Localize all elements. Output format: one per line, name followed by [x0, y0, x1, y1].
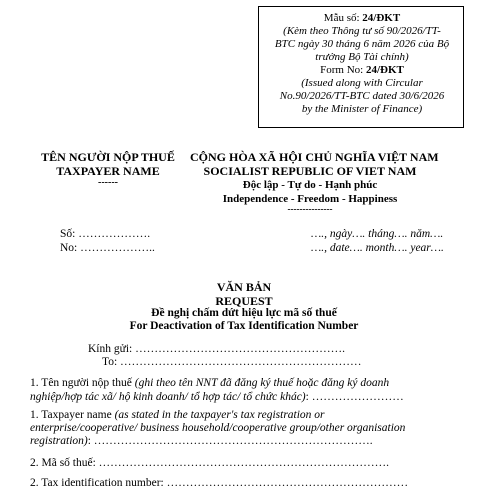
form-circular-en-line3: by the Minister of Finance)	[301, 103, 423, 115]
item1-en-line1: 1. Taxpayer name (as stated in the taxpayer's tax registration or	[30, 409, 325, 421]
item2-vi: 2. Mã số thuế: ………………………………………………………………….	[30, 457, 390, 469]
form-circular-vi-line2: BTC ngày 30 tháng 6 năm 2026 của Bộ	[274, 38, 450, 50]
document-type-vi: VĂN BẢN	[216, 280, 272, 294]
document-type-en: REQUEST	[215, 294, 273, 308]
document-subject-en: For Deactivation of Tax Identification Number	[129, 320, 359, 332]
taxpayer-name-label-en: TAXPAYER NAME	[56, 164, 160, 178]
form-number-box	[258, 6, 464, 128]
item1-en-line3: registration): ……………………………………………………………….	[30, 435, 373, 447]
taxpayer-name-dashes: ------	[98, 177, 118, 188]
form-number-line-vi: Mẫu số: 24/ĐKT	[323, 12, 401, 24]
document-date-en: …., date…. month…. year….	[311, 242, 444, 254]
item2-en: 2. Tax identification number: ………………………………………………………	[30, 477, 409, 489]
recipient-en: To: ………………………………………………………	[102, 356, 362, 368]
taxpayer-name-label-vi: TÊN NGƯỜI NỘP THUẾ	[41, 150, 175, 164]
form-number-line-en: Form No: 24/ĐKT	[320, 64, 404, 76]
document-date-vi: …., ngày…. tháng…. năm….	[311, 228, 444, 240]
item1-vi-line2: nghiệp/hợp tác xã/ hộ kinh doanh/ tổ hợp tác/ tổ chức khác): ……………………	[30, 391, 404, 403]
document-subject-vi: Đề nghị chấm dứt hiệu lực mã số thuế	[151, 307, 337, 319]
motto-en: Independence - Freedom - Happiness	[222, 193, 398, 205]
document-number-en: No: ………………..	[60, 242, 155, 254]
country-name-vi: CỘNG HÒA XÃ HỘI CHỦ NGHĨA VIỆT NAM	[190, 150, 439, 164]
form-circular-en-line2: No.90/2026/TT-BTC dated 30/6/2026	[279, 90, 445, 102]
recipient-vi: Kính gửi: ……………………………………………….	[88, 343, 345, 355]
motto-vi: Độc lập - Tự do - Hạnh phúc	[242, 179, 378, 191]
form-circular-vi-line3: trưởng Bộ Tài chính)	[315, 51, 409, 63]
item1-vi-line1: 1. Tên người nộp thuế (ghi theo tên NNT đã đăng ký thuế hoặc đăng ký doanh	[30, 377, 390, 389]
country-name-en: SOCIALIST REPUBLIC OF VIET NAM	[203, 164, 417, 178]
motto-dashes: ---------------	[287, 204, 333, 214]
form-circular-en-line1: (Issued along with Circular	[301, 77, 423, 89]
document-number-vi: Số: ……………….	[60, 228, 151, 240]
item1-en-line2: enterprise/cooperative/ business household/cooperative group/other organisation	[30, 422, 406, 434]
form-circular-vi-line1: (Kèm theo Thông tư số 90/2026/TT-	[283, 25, 441, 37]
